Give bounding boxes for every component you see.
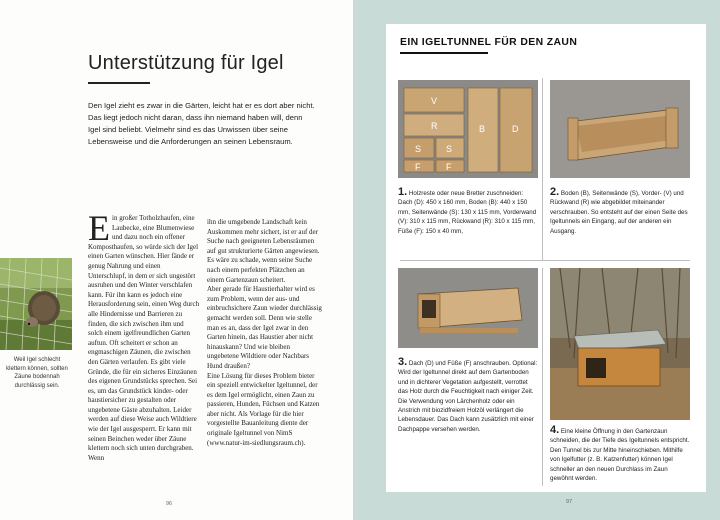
board-label-v: V bbox=[431, 96, 438, 106]
step-2-text: Boden (B), Seitenwände (S), Vorder- (V) und Rückwand (R) wie abgebildet miteinander verschrauben. So entsteht auf der einen Seite des Igeltunnels ein Eingang, auf der anderen ein Ausgang. bbox=[550, 190, 688, 235]
board-label-s2: S bbox=[446, 144, 453, 154]
divider-horizontal bbox=[400, 260, 690, 261]
step-4-text: Eine kleine Öffnung in den Gartenzaun schneiden, die der Tiefe des Igeltunnels entspricht. Den Tunnel bis zur Mitte hineinschieben. Mithilfe von Igelfutter (z. B. Katzenfutter) können Igel schneller an den neuen Durchlass im Zaun gewöhnt werden. bbox=[550, 428, 690, 483]
step-1 bbox=[398, 188, 538, 236]
page-title: Unterstützung für Igel bbox=[88, 52, 284, 74]
step-2-photo bbox=[550, 80, 690, 178]
step-3 bbox=[398, 358, 538, 434]
step-4 bbox=[550, 426, 690, 483]
divider-vertical-bottom bbox=[542, 268, 543, 486]
divider-vertical-top bbox=[542, 78, 543, 260]
drop-cap: E bbox=[88, 208, 110, 248]
body-column-1 bbox=[88, 208, 200, 463]
photo-caption: Weil Igel schlecht klettern können, sollten Zäune bodennah durchlässig sein. bbox=[6, 357, 68, 389]
step-1-text: Holzreste oder neue Bretter zuschneiden: Dach (D): 450 x 160 mm, Boden (B): 440 x 150 mm, Seitenwände (S): 130 x 115 mm, Vorderwand (V): 310 x 115 mm, Rückwand (R): 310 x 115 mm, Füße (F): 150 x 40 mm, bbox=[398, 190, 537, 235]
step-3-number: 3. bbox=[398, 356, 408, 368]
page-number-left: 96 bbox=[166, 501, 173, 507]
step-2-number: 2. bbox=[550, 186, 560, 198]
board-label-s1: S bbox=[415, 144, 422, 154]
card-title: EIN IGELTUNNEL FÜR DEN ZAUN bbox=[400, 37, 578, 48]
column-2-paragraph-1: ihn die umgebende Landschaft kein Auskommen mehr sichert, ist er auf der Suche nach geeigneten Lebensräumen auf gut strukturierte Gärten angewiesen. Es wäre zu schade, wenn seine Suche nach einem perfekten Plätzchen an einem Gartenzaun scheitert. bbox=[207, 218, 320, 284]
board-label-f2: F bbox=[446, 162, 452, 172]
column-1-text: in großer Totholzhaufen, eine Laubecke, eine Blumenwiese und dazu noch ein offener Komposthaufen, so würde sich der Igel einen Garten wünschen. Hier fände er genug Nahrung und einen Unterschlupf, in dem er sich ungestört ausruhen und den Winter verschlafen kann. Für ihn kann es jedoch eine Herausforderung sein, einen Weg durch alle Hindernisse und Barrieren zu finden, die sich zwischen ihm und solch einem igelfreundlichen Garten auftun. Oft scheitert er schon an engmaschigen Zäunen, die zwischen den Gärten verlaufen. Es gibt viele Gründe, die für ein sicheres Einzäunen des eigenen Grundstücks sprechen. Sei es, um das Grundstück kinder- oder haustiersicher zu gestalten oder ungebetene Gäste abzuhalten. Leider werden auf diese Weise auch Wildtiere wie der Igel ausgesperrt. Er kann mit seinen Beinchen weder über Zäune klettern noch sich unten durchgraben. Wenn bbox=[88, 214, 200, 462]
body-column-2 bbox=[207, 218, 323, 448]
board-label-f1: F bbox=[415, 162, 421, 172]
step-3-photo bbox=[398, 268, 538, 348]
board-label-b: B bbox=[479, 124, 486, 134]
page-number-right: 97 bbox=[566, 499, 573, 505]
hedgehog-fence-photo bbox=[0, 258, 72, 350]
lead-paragraph: Den Igel zieht es zwar in die Gärten, leicht hat er es dort aber nicht. Das liegt jedoch nicht daran, dass ihn niemand haben will, denn Igel sind beliebt. Vielmehr sind es das Unwissen über seine Lebensweise und die Anforderungen an seinen Lebensraum. bbox=[88, 101, 315, 146]
step-1-photo bbox=[398, 80, 538, 178]
step-2 bbox=[550, 188, 690, 236]
step-1-number: 1. bbox=[398, 186, 408, 198]
instruction-card bbox=[386, 24, 706, 505]
step-4-number: 4. bbox=[550, 424, 560, 436]
card-title-rule bbox=[400, 52, 488, 54]
board-label-d: D bbox=[512, 124, 519, 134]
left-page bbox=[0, 0, 353, 520]
step-3-text: Dach (D) und Füße (F) anschrauben. Optional: Wird der Igeltunnel direkt auf dem Gartenboden und in dichterer Vegetation aufgestellt, verrottet das Holz durch die Feuchtigkeit nach einiger Zeit. Die Verwendung von Lärchenholz oder ein Anstrich mit biozidfreiem Holzöl verlängert die Lebensdauer. Das Dach kann zusätzlich mit einer Dachpappe versehen werden. bbox=[398, 360, 538, 433]
right-page bbox=[353, 0, 720, 520]
step-4-photo bbox=[550, 268, 690, 420]
title-rule bbox=[88, 82, 150, 84]
column-2-paragraph-2: Aber gerade für Haustierhalter wird es zum Problem, wenn der aus- und einbruchsichere Zaun wieder durchlässig gemacht werden soll. Denn wie stelle man es an, dass der Igel zwar in den Garten hinein, das Haustier aber nicht hinauskann? Und wie bleiben ungebetene Wildtiere oder Nachbars Hund draußen? bbox=[207, 285, 322, 370]
board-label-r: R bbox=[431, 121, 438, 131]
column-2-paragraph-3: Eine Lösung für dieses Problem bieter ein speziell entwickelter Igeltunnel, der es dem Igel ermöglicht, einen Zaun zu passieren, Hunden, Füchsen und Katzen aber nicht. Als Vorlage für die hier vorgestellte Bauanleitung diente der originale Igeltunnel von NimS (www.natur-im-siedlungsraum.ch). bbox=[207, 371, 320, 447]
